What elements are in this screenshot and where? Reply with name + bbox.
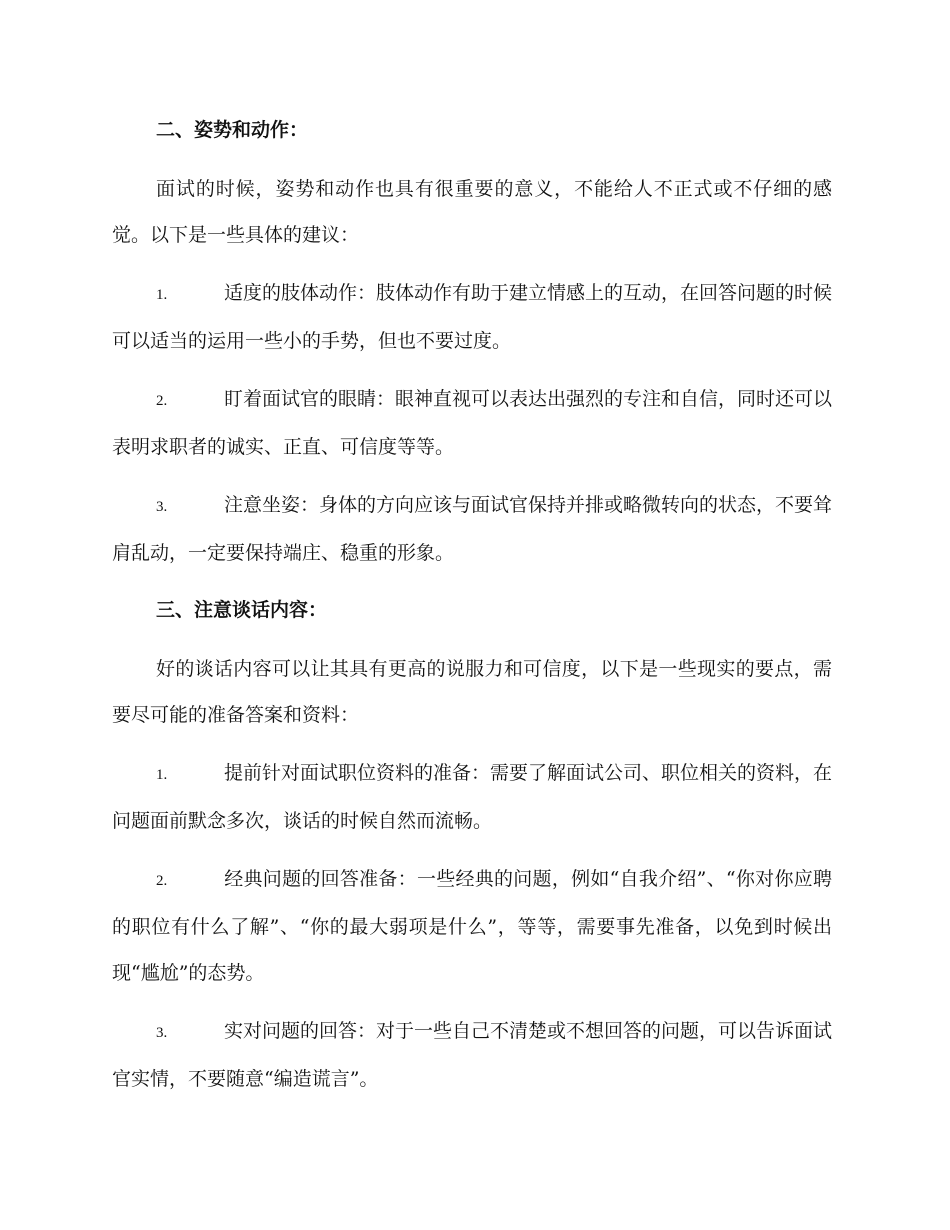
list-item	[112, 482, 832, 576]
list-item-text: 盯着面试官的眼睛：眼神直视可以表达出强烈的专注和自信，同时还可以表明求职者的诚实、正直、可信度等等。	[112, 388, 833, 458]
section-heading-posture: 二、姿势和动作：	[156, 119, 309, 141]
list-item	[112, 1008, 832, 1102]
list-item-number: 2.	[156, 393, 168, 409]
list-item-number: 1.	[156, 287, 168, 303]
list-item	[112, 856, 832, 996]
list-item-number: 1.	[156, 767, 168, 783]
list-item-number: 3.	[156, 1025, 168, 1041]
list-item-text: 适度的肢体动作：肢体动作有助于建立情感上的互动，在回答问题的时候可以适当的运用一些小的手势，但也不要过度。	[112, 282, 833, 352]
document-page	[112, 108, 832, 1114]
list-item	[112, 376, 832, 470]
list-item-number: 2.	[156, 873, 168, 889]
section-intro-content: 好的谈话内容可以让其具有更高的说服力和可信度，以下是一些现实的要点，需要尽可能的准备答案和资料：	[112, 658, 832, 726]
section-intro-posture: 面试的时候，姿势和动作也具有很重要的意义，不能给人不正式或不仔细的感觉。以下是一些具体的建议：	[112, 178, 832, 246]
section-heading-content: 三、注意谈话内容：	[156, 599, 328, 621]
list-item	[112, 270, 832, 364]
list-item-text: 注意坐姿：身体的方向应该与面试官保持并排或略微转向的状态，不要耸肩乱动，一定要保持端庄、稳重的形象。	[112, 494, 833, 564]
list-item	[112, 750, 832, 844]
list-item-text: 经典问题的回答准备：一些经典的问题，例如“自我介绍”、“你对你应聘的职位有什么了解”、“你的最大弱项是什么”，等等，需要事先准备，以免到时候出现“尴尬”的态势。	[112, 868, 832, 984]
list-item-number: 3.	[156, 499, 168, 515]
list-item-text: 实对问题的回答：对于一些自己不清楚或不想回答的问题，可以告诉面试官实情，不要随意“编造谎言”。	[112, 1020, 833, 1090]
list-item-text: 提前针对面试职位资料的准备：需要了解面试公司、职位相关的资料，在问题面前默念多次，谈话的时候自然而流畅。	[112, 762, 833, 832]
